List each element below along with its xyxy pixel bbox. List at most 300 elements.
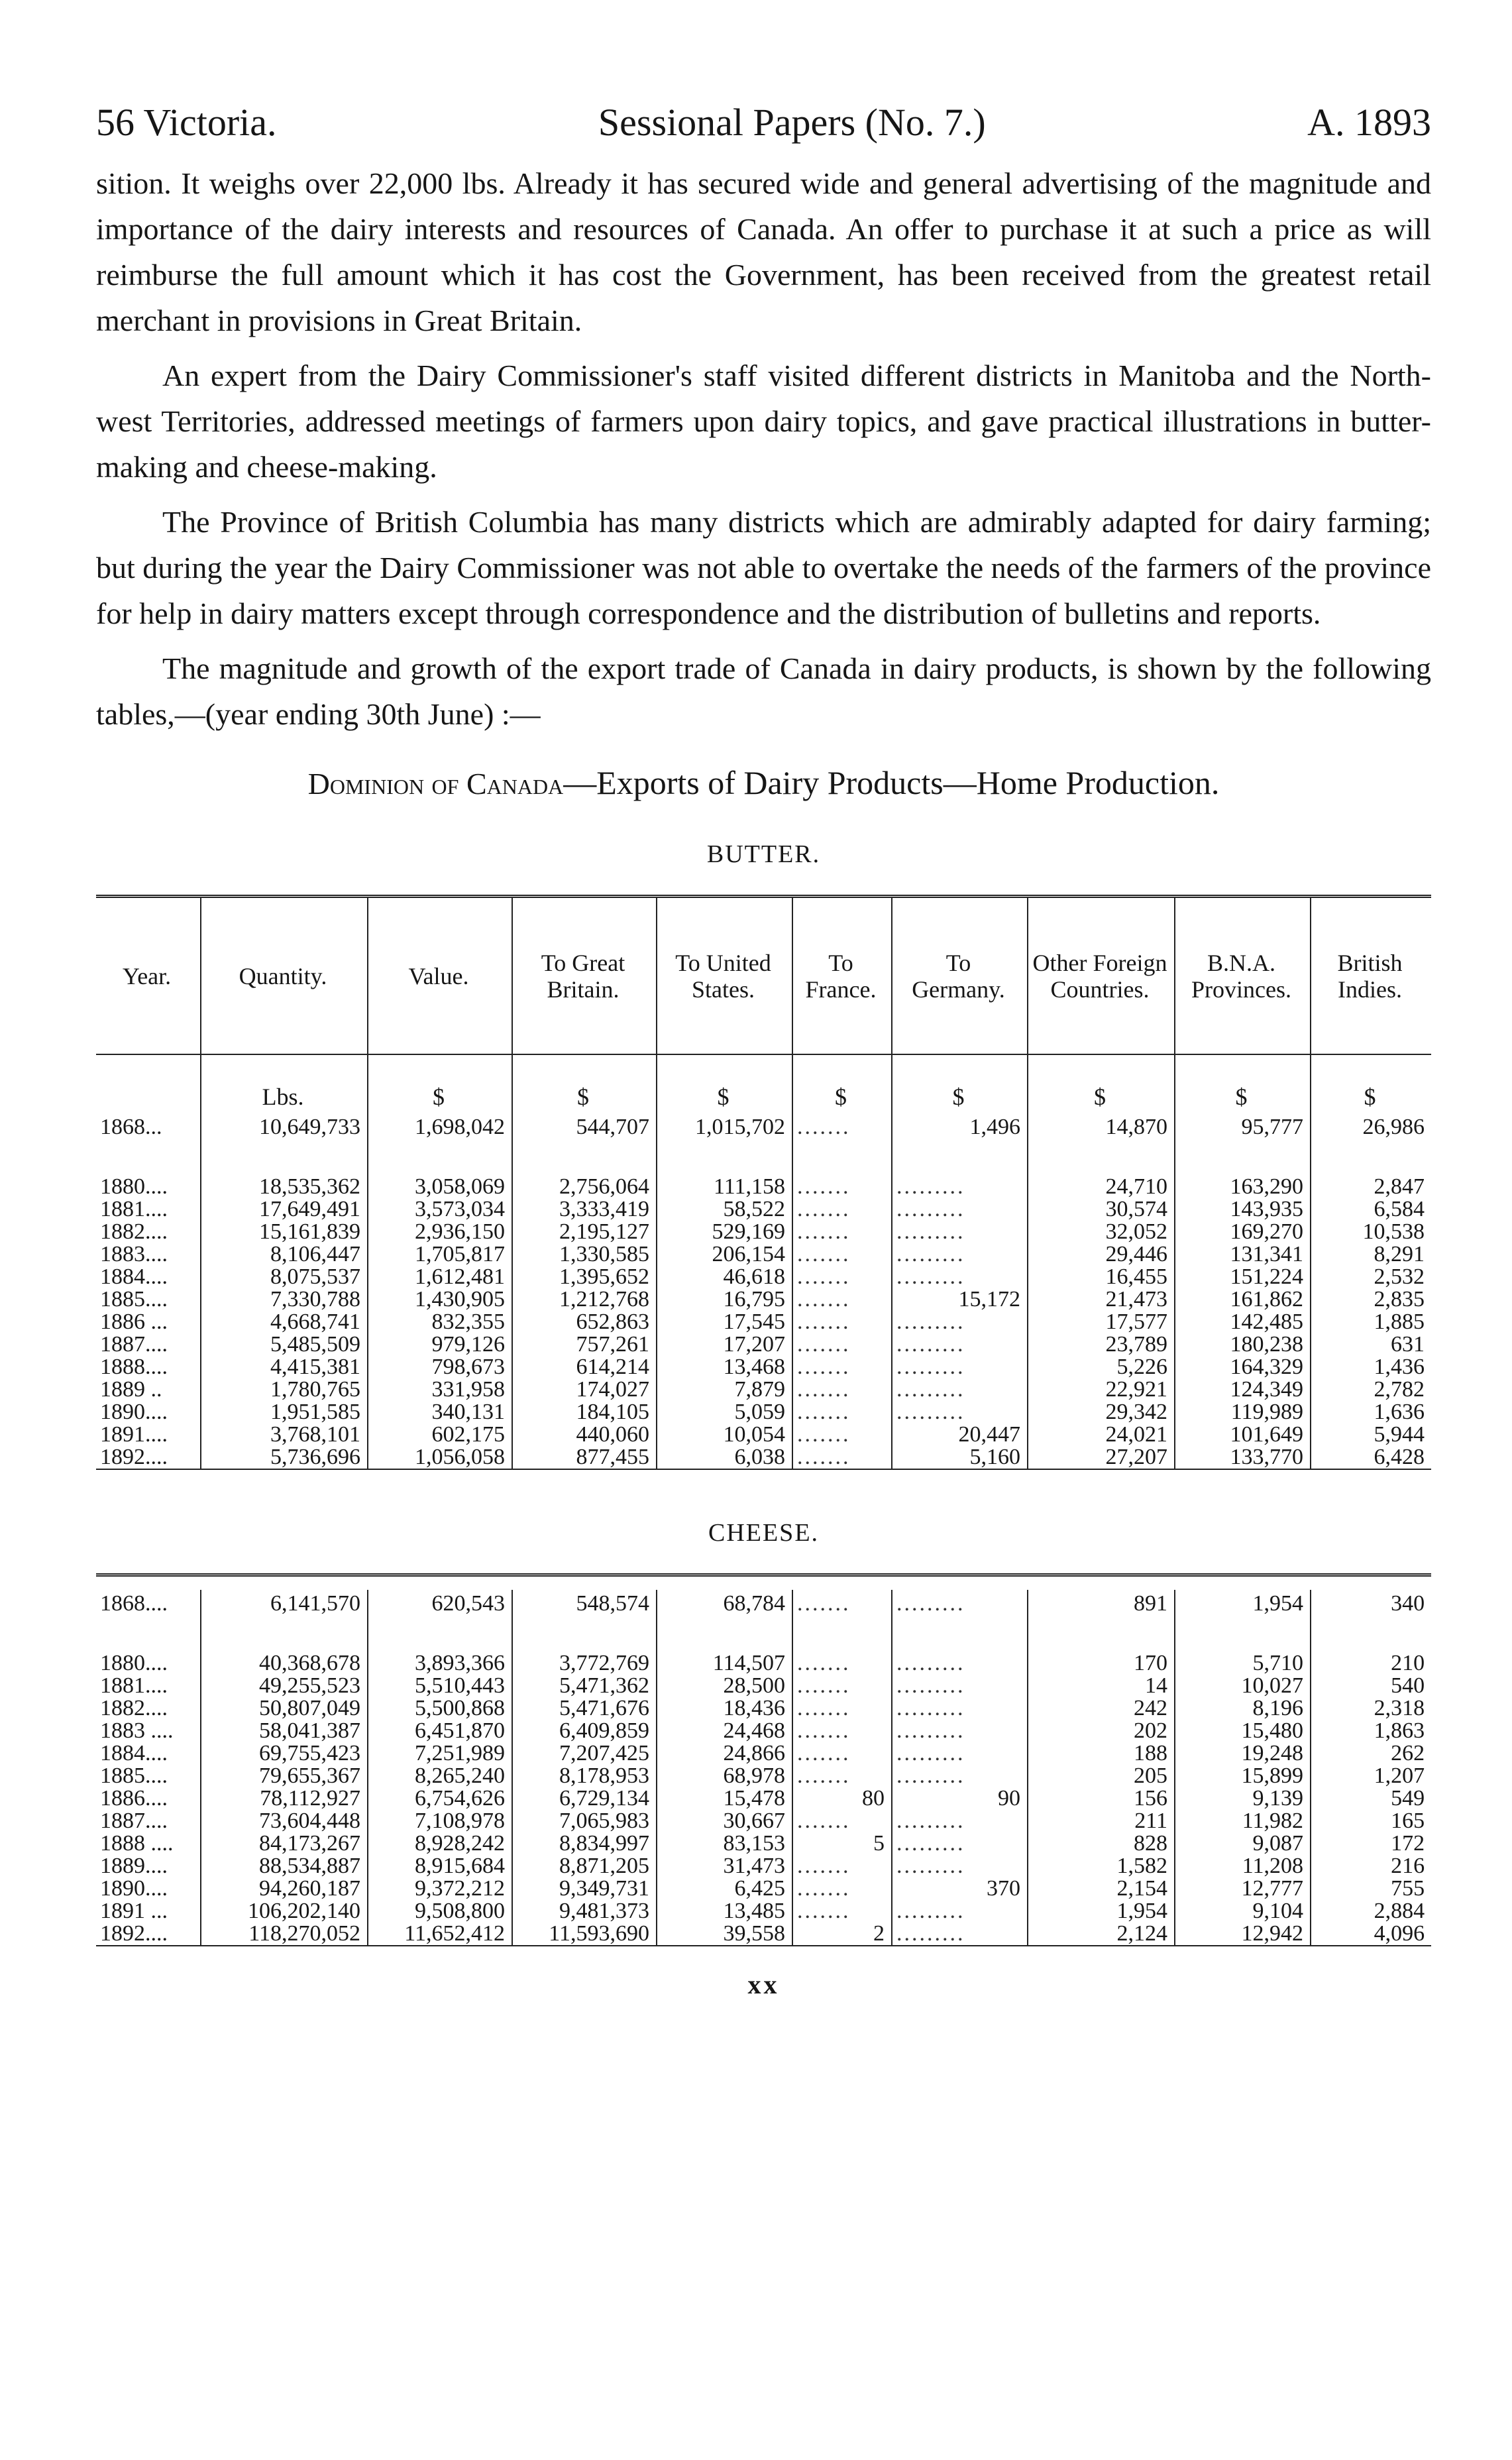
column-header: Year.: [122, 962, 172, 989]
value-cell: 216: [1311, 1855, 1431, 1877]
column-header: To United States.: [657, 897, 792, 1055]
value-cell: 8,915,684: [368, 1855, 512, 1877]
value-cell: 73,604,448: [201, 1810, 368, 1832]
year-cell: 1889....: [100, 1855, 168, 1877]
value-cell: 30,574: [1028, 1198, 1175, 1221]
column-header: Value.: [368, 897, 512, 1055]
value-cell: 9,508,800: [368, 1900, 512, 1923]
value-cell: 2,756,064: [512, 1176, 657, 1198]
value-cell: 1,951,585: [201, 1401, 368, 1424]
value-cell: 12,777: [1175, 1877, 1311, 1900]
value-cell: .........: [892, 1311, 1028, 1333]
value-cell: 2,847: [1311, 1176, 1431, 1198]
table-title: [96, 759, 1431, 807]
cheese-table: [96, 1573, 1431, 1946]
value-cell: 22,921: [1028, 1378, 1175, 1401]
value-cell: 24,021: [1028, 1424, 1175, 1446]
value-cell: 4,096: [1311, 1923, 1431, 1946]
value-cell: 5,059: [657, 1401, 792, 1424]
value-cell: 133,770: [1175, 1446, 1311, 1469]
table-row: [96, 1446, 1431, 1469]
butter-table: [96, 895, 1431, 1470]
value-cell: .......: [792, 1401, 892, 1424]
year-cell: 1892....: [100, 1923, 168, 1946]
value-cell: 1,612,481: [368, 1266, 512, 1288]
value-cell: .......: [792, 1311, 892, 1333]
value-cell: 50,807,049: [201, 1697, 368, 1720]
value-cell: 90: [892, 1787, 1028, 1810]
value-cell: 891: [1028, 1590, 1175, 1615]
value-cell: 7,251,989: [368, 1742, 512, 1765]
value-cell: 206,154: [657, 1243, 792, 1266]
value-cell: 2: [792, 1923, 892, 1946]
value-cell: 21,473: [1028, 1288, 1175, 1311]
year-cell: 1889 ..: [100, 1378, 162, 1401]
column-header: To Great Britain.: [512, 897, 657, 1055]
value-cell: 1,015,702: [657, 1113, 792, 1139]
value-cell: 8,106,447: [201, 1243, 368, 1266]
year-cell: 1887....: [100, 1333, 168, 1356]
table-row: [96, 1765, 1431, 1787]
value-cell: .......: [792, 1113, 892, 1139]
value-cell: 5,510,443: [368, 1675, 512, 1697]
value-cell: .........: [892, 1652, 1028, 1675]
value-cell: 757,261: [512, 1333, 657, 1356]
value-cell: .......: [792, 1356, 892, 1378]
butter-header-row: [96, 897, 1431, 1055]
value-cell: 9,481,373: [512, 1900, 657, 1923]
value-cell: 24,710: [1028, 1176, 1175, 1198]
value-cell: 3,333,419: [512, 1198, 657, 1221]
value-cell: .......: [792, 1742, 892, 1765]
table-row: [96, 1221, 1431, 1243]
value-cell: .......: [792, 1652, 892, 1675]
value-cell: 83,153: [657, 1832, 792, 1855]
value-cell: 602,175: [368, 1424, 512, 1446]
value-cell: 6,038: [657, 1446, 792, 1469]
value-cell: 828: [1028, 1832, 1175, 1855]
value-cell: 174,027: [512, 1378, 657, 1401]
value-cell: .......: [792, 1855, 892, 1877]
value-cell: .......: [792, 1720, 892, 1742]
value-cell: 39,558: [657, 1923, 792, 1946]
value-cell: 49,255,523: [201, 1675, 368, 1697]
value-cell: 11,208: [1175, 1855, 1311, 1877]
column-header: B.N.A. Provinces.: [1175, 897, 1311, 1055]
value-cell: .........: [892, 1333, 1028, 1356]
value-cell: 26,986: [1311, 1113, 1431, 1139]
value-cell: 798,673: [368, 1356, 512, 1378]
value-cell: 84,173,267: [201, 1832, 368, 1855]
value-cell: 172: [1311, 1832, 1431, 1855]
value-cell: 211: [1028, 1810, 1175, 1832]
value-cell: .........: [892, 1198, 1028, 1221]
value-cell: .........: [892, 1900, 1028, 1923]
table-row: [96, 1113, 1431, 1139]
value-cell: 79,655,367: [201, 1765, 368, 1787]
value-cell: .........: [892, 1697, 1028, 1720]
paragraph: The magnitude and growth of the export trade of Canada in dairy products, is shown by the following tables,—(year ending 30th June) :—: [96, 651, 1431, 731]
value-cell: 5,944: [1311, 1424, 1431, 1446]
butter-section-title: BUTTER.: [706, 840, 821, 868]
table-row: [96, 1675, 1431, 1697]
value-cell: 5,710: [1175, 1652, 1311, 1675]
value-cell: 164,329: [1175, 1356, 1311, 1378]
value-cell: 24,866: [657, 1742, 792, 1765]
value-cell: 2,782: [1311, 1378, 1431, 1401]
year-cell: 1880....: [100, 1652, 168, 1675]
value-cell: 340,131: [368, 1401, 512, 1424]
value-cell: 1,056,058: [368, 1446, 512, 1469]
unit-cell: $: [1311, 1054, 1431, 1113]
value-cell: 1,395,652: [512, 1266, 657, 1288]
value-cell: 3,573,034: [368, 1198, 512, 1221]
value-cell: 1,430,905: [368, 1288, 512, 1311]
value-cell: 15,161,839: [201, 1221, 368, 1243]
value-cell: 9,139: [1175, 1787, 1311, 1810]
value-cell: 1,705,817: [368, 1243, 512, 1266]
value-cell: 9,104: [1175, 1900, 1311, 1923]
value-cell: 205: [1028, 1765, 1175, 1787]
value-cell: 3,893,366: [368, 1652, 512, 1675]
value-cell: 32,052: [1028, 1221, 1175, 1243]
unit-cell: $: [1028, 1054, 1175, 1113]
value-cell: 58,522: [657, 1198, 792, 1221]
unit-cell: $: [657, 1054, 792, 1113]
value-cell: 95,777: [1175, 1113, 1311, 1139]
value-cell: 29,342: [1028, 1401, 1175, 1424]
table-row: [96, 1401, 1431, 1424]
table-row: [96, 1266, 1431, 1288]
value-cell: 614,214: [512, 1356, 657, 1378]
value-cell: 340: [1311, 1590, 1431, 1615]
value-cell: .......: [792, 1266, 892, 1288]
value-cell: 548,574: [512, 1590, 657, 1615]
value-cell: 142,485: [1175, 1311, 1311, 1333]
value-cell: 4,668,741: [201, 1311, 368, 1333]
value-cell: .........: [892, 1401, 1028, 1424]
value-cell: .......: [792, 1765, 892, 1787]
value-cell: .........: [892, 1675, 1028, 1697]
value-cell: 14,870: [1028, 1113, 1175, 1139]
value-cell: 15,478: [657, 1787, 792, 1810]
value-cell: 6,428: [1311, 1446, 1431, 1469]
value-cell: 7,065,983: [512, 1810, 657, 1832]
year-cell: 1868...: [100, 1115, 162, 1139]
paragraph: An expert from the Dairy Commissioner's staff visited different districts in Manitoba and the North-west Territories, addressed meetings of farmers upon dairy topics, and gave practical illustrations in butter-making and cheese-making.: [96, 359, 1431, 484]
column-header: Other Foreign Countries.: [1028, 897, 1175, 1055]
value-cell: 151,224: [1175, 1266, 1311, 1288]
running-head-center: Sessional Papers (No. 7.): [598, 101, 986, 144]
units-row: [96, 1054, 1431, 1113]
value-cell: 5,500,868: [368, 1697, 512, 1720]
year-cell: 1883....: [100, 1243, 168, 1266]
running-head: [96, 99, 1431, 146]
value-cell: .......: [792, 1810, 892, 1832]
cheese-section-title: CHEESE.: [708, 1519, 820, 1547]
value-cell: 7,879: [657, 1378, 792, 1401]
value-cell: 8,928,242: [368, 1832, 512, 1855]
year-cell: 1881....: [100, 1198, 168, 1221]
value-cell: 832,355: [368, 1311, 512, 1333]
table-title-rest: —Exports of Dairy Products—Home Production.: [563, 764, 1220, 801]
table-row: [96, 1378, 1431, 1401]
value-cell: 1,636: [1311, 1401, 1431, 1424]
value-cell: .........: [892, 1176, 1028, 1198]
value-cell: 6,754,626: [368, 1787, 512, 1810]
table-row: [96, 1742, 1431, 1765]
value-cell: 5: [792, 1832, 892, 1855]
year-cell: 1883 ....: [100, 1720, 174, 1742]
table-row: [96, 1356, 1431, 1378]
value-cell: 5,736,696: [201, 1446, 368, 1469]
table-row: [96, 1787, 1431, 1810]
unit-cell: [96, 1054, 201, 1113]
value-cell: 549: [1311, 1787, 1431, 1810]
value-cell: 1,954: [1028, 1900, 1175, 1923]
value-cell: .........: [892, 1742, 1028, 1765]
value-cell: 29,446: [1028, 1243, 1175, 1266]
value-cell: 19,248: [1175, 1742, 1311, 1765]
value-cell: 88,534,887: [201, 1855, 368, 1877]
year-cell: 1890....: [100, 1877, 168, 1900]
value-cell: .......: [792, 1590, 892, 1615]
value-cell: 170: [1028, 1652, 1175, 1675]
running-head-left: 56 Victoria.: [96, 101, 277, 144]
value-cell: 180,238: [1175, 1333, 1311, 1356]
value-cell: 331,958: [368, 1378, 512, 1401]
value-cell: 68,784: [657, 1590, 792, 1615]
value-cell: 16,455: [1028, 1266, 1175, 1288]
value-cell: 979,126: [368, 1333, 512, 1356]
value-cell: 202: [1028, 1720, 1175, 1742]
table-row: [96, 1923, 1431, 1946]
value-cell: .......: [792, 1221, 892, 1243]
value-cell: .........: [892, 1221, 1028, 1243]
value-cell: 529,169: [657, 1221, 792, 1243]
value-cell: .......: [792, 1697, 892, 1720]
value-cell: 3,058,069: [368, 1176, 512, 1198]
value-cell: 106,202,140: [201, 1900, 368, 1923]
value-cell: 131,341: [1175, 1243, 1311, 1266]
year-cell: 1892....: [100, 1446, 168, 1469]
year-cell: 1882....: [100, 1221, 168, 1243]
year-cell: 1890....: [100, 1401, 168, 1424]
value-cell: 1,436: [1311, 1356, 1431, 1378]
table-row: [96, 1877, 1431, 1900]
value-cell: 40,368,678: [201, 1652, 368, 1675]
value-cell: 118,270,052: [201, 1923, 368, 1946]
value-cell: 30,667: [657, 1810, 792, 1832]
value-cell: 5,226: [1028, 1356, 1175, 1378]
value-cell: 17,649,491: [201, 1198, 368, 1221]
value-cell: 28,500: [657, 1675, 792, 1697]
value-cell: 165: [1311, 1810, 1431, 1832]
spacer-row: [96, 1615, 1431, 1652]
value-cell: 6,451,870: [368, 1720, 512, 1742]
value-cell: 10,027: [1175, 1675, 1311, 1697]
value-cell: 8,196: [1175, 1697, 1311, 1720]
paragraph: sition. It weighs over 22,000 lbs. Already it has secured wide and general advertising of the magnitude and importance of the dairy interests and resources of Canada. An offer to purchase it at such a price as will reimburse the full amount which it has cost the Government, has been received from the greatest retail merchant in provisions in Great Britain.: [96, 166, 1431, 337]
year-cell: 1887....: [100, 1810, 168, 1832]
value-cell: .......: [792, 1877, 892, 1900]
value-cell: 11,982: [1175, 1810, 1311, 1832]
value-cell: 2,532: [1311, 1266, 1431, 1288]
value-cell: .........: [892, 1378, 1028, 1401]
value-cell: 7,330,788: [201, 1288, 368, 1311]
value-cell: .......: [792, 1900, 892, 1923]
value-cell: .........: [892, 1923, 1028, 1946]
value-cell: .........: [892, 1855, 1028, 1877]
value-cell: .......: [792, 1288, 892, 1311]
value-cell: 544,707: [512, 1113, 657, 1139]
value-cell: 370: [892, 1877, 1028, 1900]
unit-cell: $: [892, 1054, 1028, 1113]
value-cell: 652,863: [512, 1311, 657, 1333]
unit-cell: $: [368, 1054, 512, 1113]
table-row: [96, 1855, 1431, 1877]
value-cell: 58,041,387: [201, 1720, 368, 1742]
value-cell: 440,060: [512, 1424, 657, 1446]
value-cell: 15,480: [1175, 1720, 1311, 1742]
value-cell: .........: [892, 1810, 1028, 1832]
column-header: Quantity.: [201, 897, 368, 1055]
value-cell: 3,772,769: [512, 1652, 657, 1675]
value-cell: 1,863: [1311, 1720, 1431, 1742]
unit-cell: $: [792, 1054, 892, 1113]
value-cell: 111,158: [657, 1176, 792, 1198]
value-cell: 15,899: [1175, 1765, 1311, 1787]
value-cell: 14: [1028, 1675, 1175, 1697]
value-cell: .......: [792, 1675, 892, 1697]
value-cell: 1,582: [1028, 1855, 1175, 1877]
value-cell: 5,471,362: [512, 1675, 657, 1697]
table-row: [96, 1652, 1431, 1675]
value-cell: 1,698,042: [368, 1113, 512, 1139]
value-cell: 210: [1311, 1652, 1431, 1675]
unit-cell: $: [512, 1054, 657, 1113]
table-row: [96, 1590, 1431, 1615]
value-cell: 13,468: [657, 1356, 792, 1378]
value-cell: 11,652,412: [368, 1923, 512, 1946]
value-cell: 877,455: [512, 1446, 657, 1469]
value-cell: 7,207,425: [512, 1742, 657, 1765]
value-cell: .........: [892, 1590, 1028, 1615]
value-cell: .......: [792, 1378, 892, 1401]
value-cell: 6,141,570: [201, 1590, 368, 1615]
value-cell: 8,265,240: [368, 1765, 512, 1787]
value-cell: 5,485,509: [201, 1333, 368, 1356]
table-row: [96, 1832, 1431, 1855]
value-cell: 69,755,423: [201, 1742, 368, 1765]
value-cell: 9,087: [1175, 1832, 1311, 1855]
value-cell: 6,584: [1311, 1198, 1431, 1221]
table-row: [96, 1333, 1431, 1356]
year-cell: 1885....: [100, 1288, 168, 1311]
value-cell: 6,729,134: [512, 1787, 657, 1810]
value-cell: 2,884: [1311, 1900, 1431, 1923]
unit-cell: Lbs.: [201, 1054, 368, 1113]
value-cell: 620,543: [368, 1590, 512, 1615]
table-row: [96, 1288, 1431, 1311]
value-cell: 2,318: [1311, 1697, 1431, 1720]
table-row: [96, 1810, 1431, 1832]
value-cell: 8,075,537: [201, 1266, 368, 1288]
value-cell: 1,885: [1311, 1311, 1431, 1333]
value-cell: 2,154: [1028, 1877, 1175, 1900]
year-cell: 1868....: [100, 1591, 168, 1615]
table-row: [96, 1176, 1431, 1198]
year-cell: 1881....: [100, 1675, 168, 1697]
value-cell: 20,447: [892, 1424, 1028, 1446]
value-cell: 80: [792, 1787, 892, 1810]
value-cell: .......: [792, 1424, 892, 1446]
body-text: [96, 160, 1431, 737]
value-cell: 2,936,150: [368, 1221, 512, 1243]
value-cell: .......: [792, 1243, 892, 1266]
value-cell: 94,260,187: [201, 1877, 368, 1900]
value-cell: 163,290: [1175, 1176, 1311, 1198]
value-cell: 16,795: [657, 1288, 792, 1311]
value-cell: 5,471,676: [512, 1697, 657, 1720]
value-cell: .........: [892, 1243, 1028, 1266]
value-cell: 242: [1028, 1697, 1175, 1720]
year-cell: 1880....: [100, 1176, 168, 1198]
value-cell: 161,862: [1175, 1288, 1311, 1311]
value-cell: 5,160: [892, 1446, 1028, 1469]
year-cell: 1884....: [100, 1742, 168, 1765]
value-cell: 10,649,733: [201, 1113, 368, 1139]
value-cell: 27,207: [1028, 1446, 1175, 1469]
year-cell: 1888....: [100, 1356, 168, 1378]
value-cell: 631: [1311, 1333, 1431, 1356]
table-row: [96, 1900, 1431, 1923]
spacer-row: [96, 1139, 1431, 1176]
table-row: [96, 1720, 1431, 1742]
value-cell: 1,330,585: [512, 1243, 657, 1266]
value-cell: 8,871,205: [512, 1855, 657, 1877]
page-number: xx: [747, 1970, 780, 1999]
value-cell: 8,291: [1311, 1243, 1431, 1266]
value-cell: .......: [792, 1198, 892, 1221]
year-cell: 1884....: [100, 1266, 168, 1288]
value-cell: 8,834,997: [512, 1832, 657, 1855]
value-cell: 4,415,381: [201, 1356, 368, 1378]
year-cell: 1886....: [100, 1787, 168, 1810]
column-header: British Indies.: [1311, 897, 1431, 1055]
value-cell: 17,207: [657, 1333, 792, 1356]
value-cell: 156: [1028, 1787, 1175, 1810]
value-cell: .........: [892, 1720, 1028, 1742]
value-cell: .........: [892, 1266, 1028, 1288]
value-cell: 119,989: [1175, 1401, 1311, 1424]
value-cell: 9,349,731: [512, 1877, 657, 1900]
year-cell: 1882....: [100, 1697, 168, 1720]
value-cell: 755: [1311, 1877, 1431, 1900]
value-cell: 2,124: [1028, 1923, 1175, 1946]
year-cell: 1885....: [100, 1765, 168, 1787]
value-cell: 46,618: [657, 1266, 792, 1288]
value-cell: .........: [892, 1765, 1028, 1787]
value-cell: 17,545: [657, 1311, 792, 1333]
year-cell: 1888 ....: [100, 1832, 174, 1855]
value-cell: 10,054: [657, 1424, 792, 1446]
table-row: [96, 1424, 1431, 1446]
table-row: [96, 1243, 1431, 1266]
value-cell: 114,507: [657, 1652, 792, 1675]
value-cell: 143,935: [1175, 1198, 1311, 1221]
table-title-caps: Dominion of Canada: [307, 767, 564, 801]
